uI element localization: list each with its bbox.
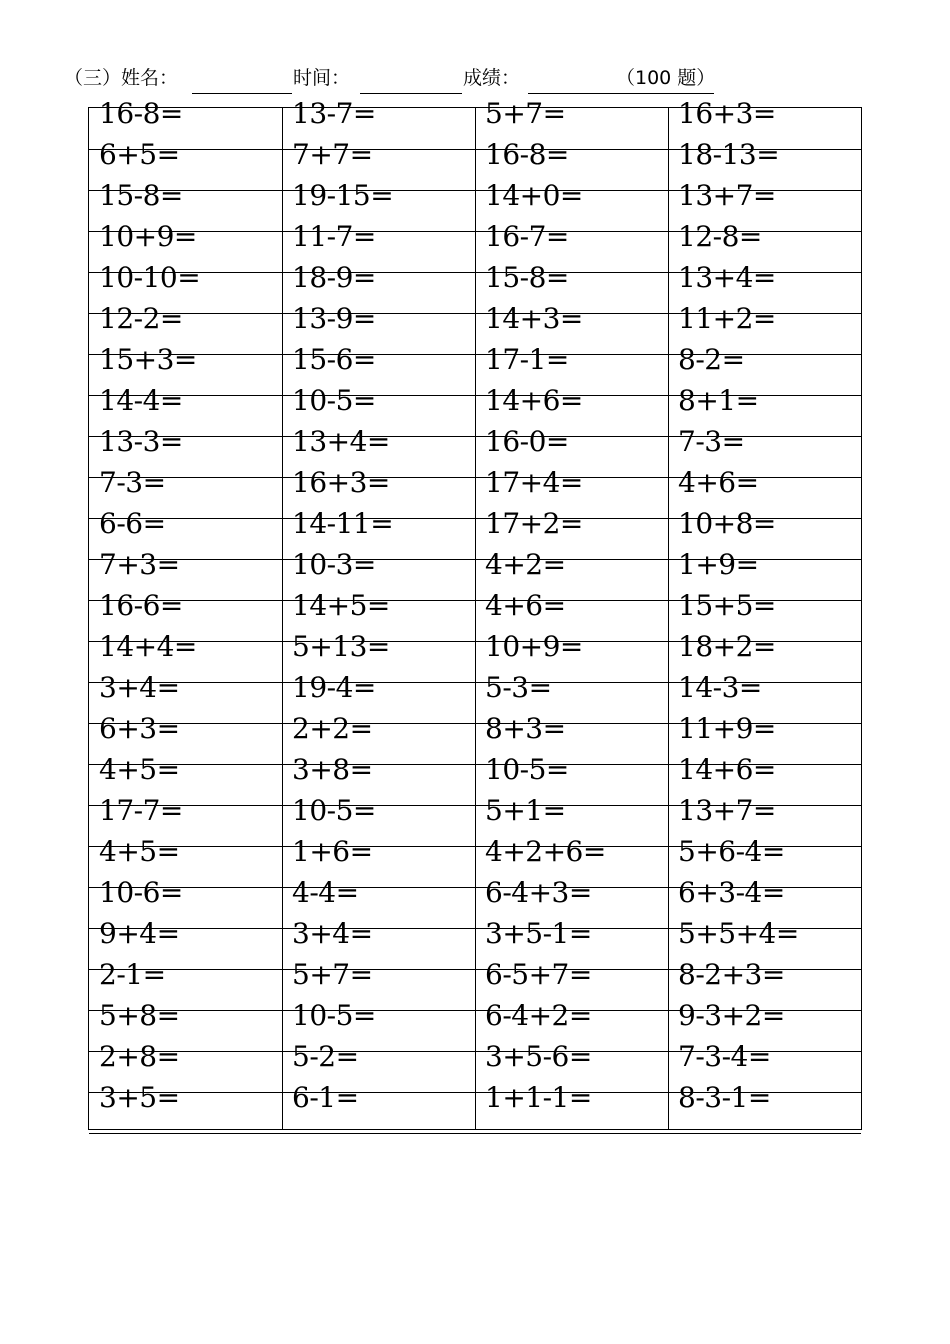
problem-cell: 4+2+6=	[485, 835, 606, 868]
row-line	[89, 354, 861, 355]
row-line	[89, 887, 861, 888]
problem-cell: 6-4+2=	[485, 999, 592, 1032]
row-line	[89, 231, 861, 232]
problem-cell: 16-8=	[99, 97, 183, 130]
problem-cell: 14+0=	[485, 179, 583, 212]
problem-cell: 7-3=	[678, 425, 745, 458]
row-line	[89, 149, 861, 150]
name-label: （三）姓名：	[64, 67, 179, 89]
problem-cell: 10-5=	[292, 999, 376, 1032]
problem-cell: 2+8=	[99, 1040, 180, 1073]
row-line	[89, 313, 861, 314]
row-line	[89, 518, 861, 519]
problem-cell: 18-13=	[678, 138, 780, 171]
problem-cell: 3+5=	[99, 1081, 180, 1114]
problem-cell: 17-1=	[485, 343, 569, 376]
problem-cell: 10+8=	[678, 507, 776, 540]
problem-cell: 14+6=	[485, 384, 583, 417]
problem-cell: 16-7=	[485, 220, 569, 253]
problem-cell: 15+5=	[678, 589, 776, 622]
problem-cell: 17+2=	[485, 507, 583, 540]
problem-cell: 8+3=	[485, 712, 566, 745]
problem-cell: 6+3=	[99, 712, 180, 745]
problem-cell: 18+2=	[678, 630, 776, 663]
column-divider	[475, 108, 476, 1129]
row-line	[89, 1092, 861, 1093]
problem-cell: 6-4+3=	[485, 876, 592, 909]
problem-cell: 13+7=	[678, 794, 776, 827]
row-line	[89, 395, 861, 396]
row-line	[89, 190, 861, 191]
column-divider	[668, 108, 669, 1129]
problem-cell: 4+6=	[678, 466, 759, 499]
problem-cell: 14+5=	[292, 589, 390, 622]
problem-cell: 7-3=	[99, 466, 166, 499]
problem-cell: 13+4=	[678, 261, 776, 294]
problem-cell: 7-3-4=	[678, 1040, 771, 1073]
problem-cell: 8-2=	[678, 343, 745, 376]
problem-cell: 5+8=	[99, 999, 180, 1032]
problem-cell: 17-7=	[99, 794, 183, 827]
problem-cell: 19-4=	[292, 671, 376, 704]
problem-grid	[88, 97, 862, 1130]
problem-cell: 16-8=	[485, 138, 569, 171]
problem-cell: 4+5=	[99, 753, 180, 786]
problem-cell: 15-8=	[485, 261, 569, 294]
problem-cell: 8+1=	[678, 384, 759, 417]
problem-cell: 3+5-1=	[485, 917, 592, 950]
problem-cell: 5-2=	[292, 1040, 359, 1073]
problem-cell: 2+2=	[292, 712, 373, 745]
problem-cell: 11+2=	[678, 302, 776, 335]
row-line	[89, 436, 861, 437]
problem-cell: 8-2+3=	[678, 958, 785, 991]
problem-cell: 5+13=	[292, 630, 390, 663]
problem-cell: 10-3=	[292, 548, 376, 581]
problem-cell: 10-5=	[292, 794, 376, 827]
problem-cell: 19-15=	[292, 179, 394, 212]
problem-cell: 8-3-1=	[678, 1081, 771, 1114]
row-line	[89, 805, 861, 806]
problem-cell: 11+9=	[678, 712, 776, 745]
question-count-label: （100 题）	[616, 67, 716, 89]
row-line	[89, 723, 861, 724]
row-line	[89, 1133, 861, 1134]
problem-cell: 10-5=	[292, 384, 376, 417]
problem-cell: 16-6=	[99, 589, 183, 622]
problem-cell: 14+4=	[99, 630, 197, 663]
row-line	[89, 600, 861, 601]
score-label: 成绩：	[463, 67, 521, 89]
name-blank[interactable]	[192, 93, 292, 94]
problem-cell: 13-9=	[292, 302, 376, 335]
problem-cell: 5+5+4=	[678, 917, 799, 950]
row-line	[89, 1010, 861, 1011]
problem-cell: 10-5=	[485, 753, 569, 786]
problem-cell: 6-1=	[292, 1081, 359, 1114]
problem-cell: 5+7=	[485, 97, 566, 130]
problem-cell: 18-9=	[292, 261, 376, 294]
problem-cell: 15-6=	[292, 343, 376, 376]
problem-cell: 9+4=	[99, 917, 180, 950]
row-line	[89, 272, 861, 273]
problem-cell: 14+6=	[678, 753, 776, 786]
problem-cell: 14-4=	[99, 384, 183, 417]
problem-cell: 4-4=	[292, 876, 359, 909]
problem-cell: 16+3=	[678, 97, 776, 130]
problem-cell: 7+7=	[292, 138, 373, 171]
problem-cell: 6-6=	[99, 507, 166, 540]
problem-cell: 3+8=	[292, 753, 373, 786]
problem-cell: 15+3=	[99, 343, 197, 376]
problem-cell: 1+9=	[678, 548, 759, 581]
problem-cell: 13-7=	[292, 97, 376, 130]
problem-cell: 3+4=	[292, 917, 373, 950]
problem-cell: 4+2=	[485, 548, 566, 581]
row-line	[89, 641, 861, 642]
problem-cell: 14-3=	[678, 671, 762, 704]
problem-cell: 7+3=	[99, 548, 180, 581]
problem-cell: 6+3-4=	[678, 876, 785, 909]
problem-cell: 17+4=	[485, 466, 583, 499]
problem-cell: 1+1-1=	[485, 1081, 592, 1114]
problem-cell: 14-11=	[292, 507, 394, 540]
row-line	[89, 477, 861, 478]
problem-cell: 6-5+7=	[485, 958, 592, 991]
problem-cell: 3+5-6=	[485, 1040, 592, 1073]
problem-cell: 4+6=	[485, 589, 566, 622]
problem-cell: 16-0=	[485, 425, 569, 458]
problem-cell: 2-1=	[99, 958, 166, 991]
column-divider	[282, 108, 283, 1129]
problem-cell: 10-10=	[99, 261, 201, 294]
row-line	[89, 764, 861, 765]
problem-cell: 13+7=	[678, 179, 776, 212]
time-label: 时间：	[293, 67, 351, 89]
problem-cell: 4+5=	[99, 835, 180, 868]
problem-cell: 13+4=	[292, 425, 390, 458]
problem-cell: 5+1=	[485, 794, 566, 827]
row-line	[89, 969, 861, 970]
problem-cell: 5+6-4=	[678, 835, 785, 868]
problem-cell: 10+9=	[99, 220, 197, 253]
problem-cell: 1+6=	[292, 835, 373, 868]
problem-cell: 11-7=	[292, 220, 376, 253]
problem-cell: 10+9=	[485, 630, 583, 663]
problem-cell: 12-8=	[678, 220, 762, 253]
problem-cell: 6+5=	[99, 138, 180, 171]
problem-cell: 15-8=	[99, 179, 183, 212]
problem-cell: 16+3=	[292, 466, 390, 499]
problem-cell: 10-6=	[99, 876, 183, 909]
problem-cell: 12-2=	[99, 302, 183, 335]
row-line	[89, 559, 861, 560]
row-line	[89, 846, 861, 847]
problem-cell: 9-3+2=	[678, 999, 785, 1032]
problem-cell: 13-3=	[99, 425, 183, 458]
problem-cell: 3+4=	[99, 671, 180, 704]
row-line	[89, 928, 861, 929]
row-line	[89, 682, 861, 683]
row-line	[89, 1051, 861, 1052]
problem-cell: 5-3=	[485, 671, 552, 704]
worksheet-header	[64, 64, 784, 94]
problem-cell: 14+3=	[485, 302, 583, 335]
problem-cell: 5+7=	[292, 958, 373, 991]
